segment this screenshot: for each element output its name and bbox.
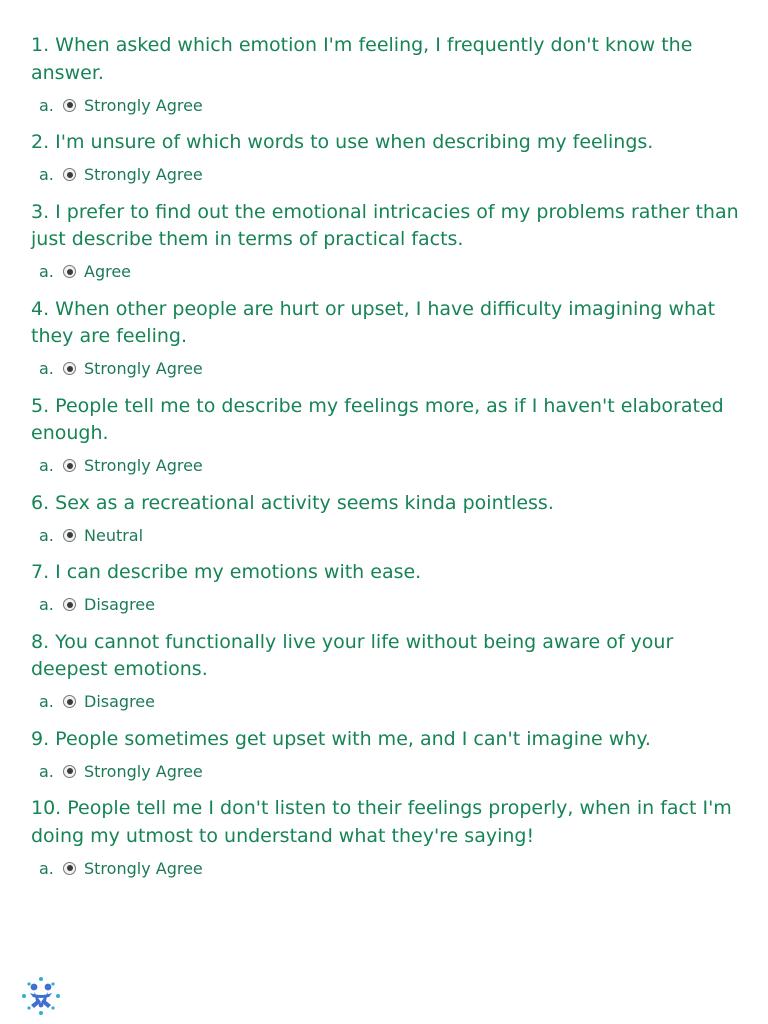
- radio-selected-icon[interactable]: [63, 695, 76, 708]
- question-text: 5. People tell me to describe my feelings more, as if I haven't elaborated enough.: [31, 394, 724, 444]
- radio-selected-icon[interactable]: [63, 862, 76, 875]
- question-text: 8. You cannot functionally live your life without being aware of your deepest emotions.: [31, 630, 674, 680]
- radio-selected-icon[interactable]: [63, 598, 76, 611]
- answer-label: Strongly Agree: [84, 359, 203, 378]
- answer-letter: a.: [39, 262, 54, 281]
- selected-answer[interactable]: [31, 761, 743, 781]
- question-2: [31, 129, 743, 185]
- selected-answer[interactable]: [31, 525, 743, 545]
- selected-answer[interactable]: [31, 262, 743, 282]
- question-text: 1. When asked which emotion I'm feeling, I frequently don't know the answer.: [31, 34, 693, 84]
- answer-letter: a.: [39, 525, 54, 545]
- question-3: [31, 199, 743, 282]
- question-text: 9. People sometimes get upset with me, and I can't imagine why.: [31, 727, 651, 750]
- answer-letter: a.: [39, 692, 54, 711]
- answer-label: Strongly Agree: [84, 761, 203, 781]
- selected-answer[interactable]: [31, 165, 743, 185]
- answer-label: Neutral: [84, 525, 144, 545]
- answer-label: Strongly Agree: [84, 165, 203, 184]
- radio-selected-icon[interactable]: [63, 765, 76, 778]
- question-text: 6. Sex as a recreational activity seems kinda pointless.: [31, 491, 554, 514]
- radio-selected-icon[interactable]: [63, 529, 76, 542]
- answer-label: Disagree: [84, 692, 155, 711]
- question-text: 2. I'm unsure of which words to use when describing my feelings.: [31, 131, 654, 153]
- radio-selected-icon[interactable]: [63, 99, 76, 112]
- answer-letter: a.: [39, 456, 54, 475]
- question-text: 7. I can describe my emotions with ease.: [31, 561, 422, 583]
- selected-answer[interactable]: [31, 95, 743, 115]
- question-7: [31, 559, 743, 615]
- answer-label: Agree: [84, 262, 132, 281]
- question-text: 4. When other people are hurt or upset, I have difficulty imagining what they are feeling.: [31, 297, 716, 347]
- people-circle-logo-icon: [20, 975, 62, 1017]
- question-6: [31, 490, 743, 546]
- radio-selected-icon[interactable]: [63, 459, 76, 472]
- answer-label: Disagree: [84, 595, 155, 614]
- answer-label: Strongly Agree: [84, 456, 203, 475]
- answer-letter: a.: [39, 858, 54, 878]
- question-9: [31, 726, 743, 782]
- radio-selected-icon[interactable]: [63, 168, 76, 181]
- answer-letter: a.: [39, 95, 54, 115]
- selected-answer[interactable]: [31, 456, 743, 476]
- selected-answer[interactable]: [31, 692, 743, 712]
- selected-answer[interactable]: [31, 858, 743, 878]
- question-10: [31, 795, 743, 878]
- answer-letter: a.: [39, 761, 54, 781]
- selected-answer[interactable]: [31, 359, 743, 379]
- answer-letter: a.: [39, 165, 54, 184]
- answer-letter: a.: [39, 595, 54, 614]
- radio-selected-icon[interactable]: [63, 265, 76, 278]
- radio-selected-icon[interactable]: [63, 362, 76, 375]
- question-text: 3. I prefer to find out the emotional intricacies of my problems rather than just describe them in terms of practical facts.: [31, 200, 739, 250]
- answer-letter: a.: [39, 359, 54, 378]
- question-5: [31, 393, 743, 476]
- question-text: 10. People tell me I don't listen to their feelings properly, when in fact I'm doing my utmost to understand what they're saying!: [31, 797, 732, 847]
- answer-label: Strongly Agree: [84, 858, 203, 878]
- question-1: [31, 32, 743, 115]
- question-8: [31, 629, 743, 712]
- questionnaire: [31, 32, 743, 892]
- answer-label: Strongly Agree: [84, 95, 203, 115]
- selected-answer[interactable]: [31, 595, 743, 615]
- question-4: [31, 296, 743, 379]
